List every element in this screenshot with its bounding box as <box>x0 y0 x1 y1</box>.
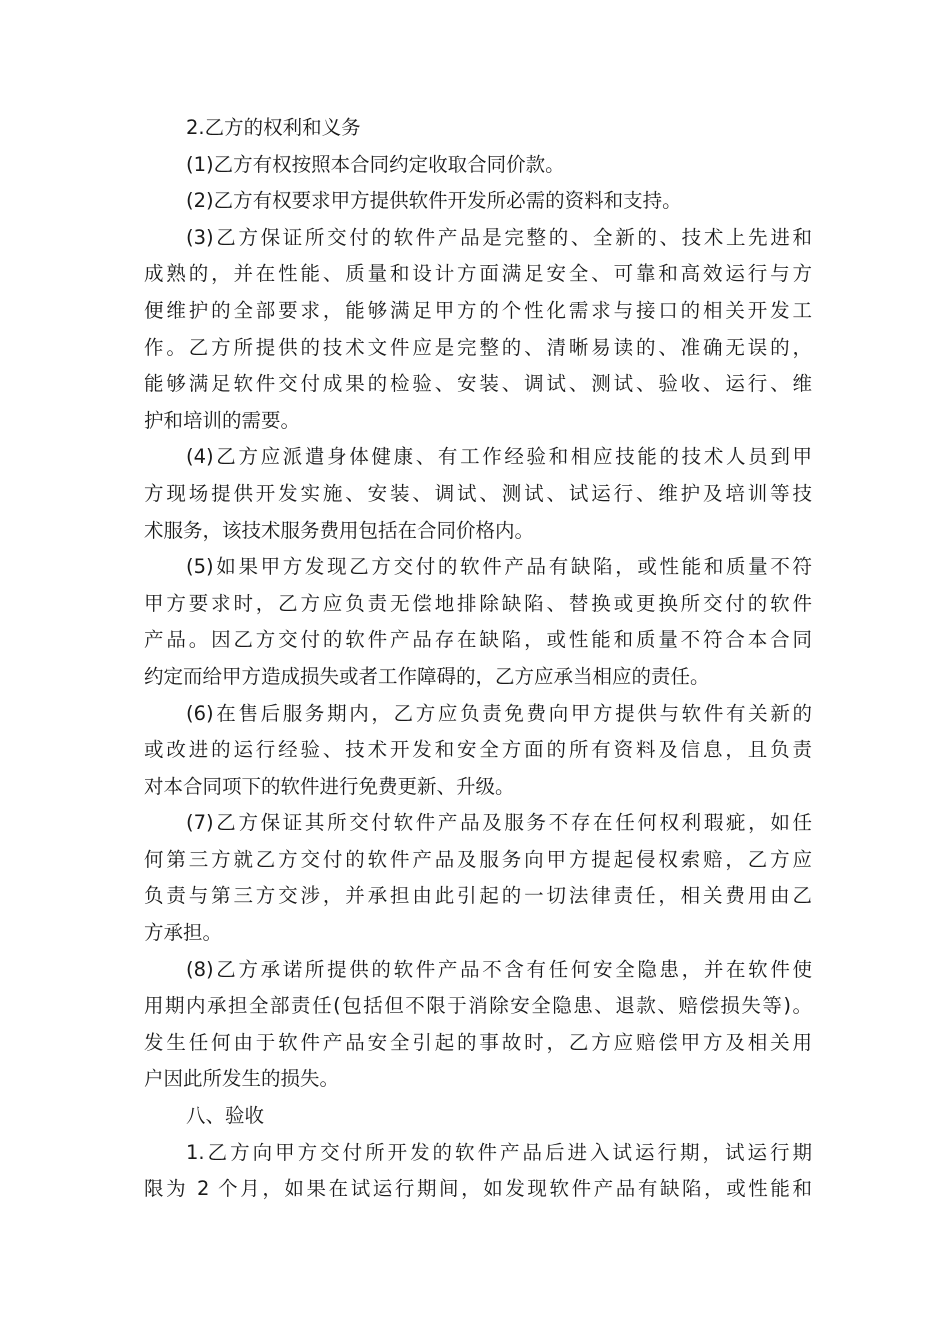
clause-line: (2)乙方有权要求甲方提供软件开发所必需的资料和支持。 <box>186 189 682 213</box>
clause-line: 或改进的运行经验、技术开发和安全方面的所有资料及信息，且负责 <box>144 738 812 762</box>
clause-line: 方承担。 <box>144 921 223 945</box>
clause-line: (1)乙方有权按照本合同约定收取合同价款。 <box>186 152 565 176</box>
clause-line: 1.乙方向甲方交付所开发的软件产品后进入试运行期，试运行期 <box>186 1140 812 1164</box>
clause-line: 负责与第三方交涉，并承担由此引起的一切法律责任，相关费用由乙 <box>144 884 812 908</box>
clause-line: 用期内承担全部责任(包括但不限于消除安全隐患、退款、赔偿损失等)。 <box>144 994 812 1018</box>
section-heading: 八、验收 <box>186 1104 265 1128</box>
clause-line: 约定而给甲方造成损失或者工作障碍的，乙方应承当相应的责任。 <box>144 664 710 688</box>
clause-line: (6)在售后服务期内，乙方应负责免费向甲方提供与软件有关新的 <box>186 701 812 725</box>
clause-line: 便维护的全部要求，能够满足甲方的个性化需求与接口的相关开发工 <box>144 298 812 322</box>
clause-line: 护和培训的需要。 <box>144 408 301 432</box>
section-heading: 2.乙方的权利和义务 <box>186 116 361 139</box>
clause-line: (3)乙方保证所交付的软件产品是完整的、全新的、技术上先进和 <box>186 225 812 249</box>
clause-line: 方现场提供开发实施、安装、调试、测试、试运行、维护及培训等技 <box>144 481 812 505</box>
clause-line: 户因此所发生的损失。 <box>144 1067 340 1091</box>
clause-line: 作。乙方所提供的技术文件应是完整的、清晰易读的、准确无误的， <box>144 335 812 359</box>
clause-line: 能够满足软件交付成果的检验、安装、调试、测试、验收、运行、维 <box>144 372 812 396</box>
clause-line: 何第三方就乙方交付的软件产品及服务向甲方提起侵权索赔，乙方应 <box>144 847 812 871</box>
clause-line: (4)乙方应派遣身体健康、有工作经验和相应技能的技术人员到甲 <box>186 445 812 469</box>
clause-line: 成熟的，并在性能、质量和设计方面满足安全、可靠和高效运行与方 <box>144 262 812 286</box>
clause-line: 发生任何由于软件产品安全引起的事故时，乙方应赔偿甲方及相关用 <box>144 1030 812 1054</box>
clause-line: 对本合同项下的软件进行免费更新、升级。 <box>144 774 515 798</box>
document-body <box>144 110 812 1208</box>
clause-line: 术服务，该技术服务费用包括在合同价格内。 <box>144 518 535 542</box>
clause-line: (8)乙方承诺所提供的软件产品不含有任何安全隐患，并在软件使 <box>186 957 812 981</box>
clause-line: (7)乙方保证其所交付软件产品及服务不存在任何权利瑕疵，如任 <box>186 811 812 835</box>
clause-line: 产品。因乙方交付的软件产品存在缺陷，或性能和质量不符合本合同 <box>144 628 812 652</box>
clause-line: 限为 2 个月，如果在试运行期间，如发现软件产品有缺陷，或性能和 <box>144 1177 812 1201</box>
clause-line: (5)如果甲方发现乙方交付的软件产品有缺陷，或性能和质量不符 <box>186 555 812 579</box>
clause-line: 甲方要求时，乙方应负责无偿地排除缺陷、替换或更换所交付的软件 <box>144 591 812 615</box>
